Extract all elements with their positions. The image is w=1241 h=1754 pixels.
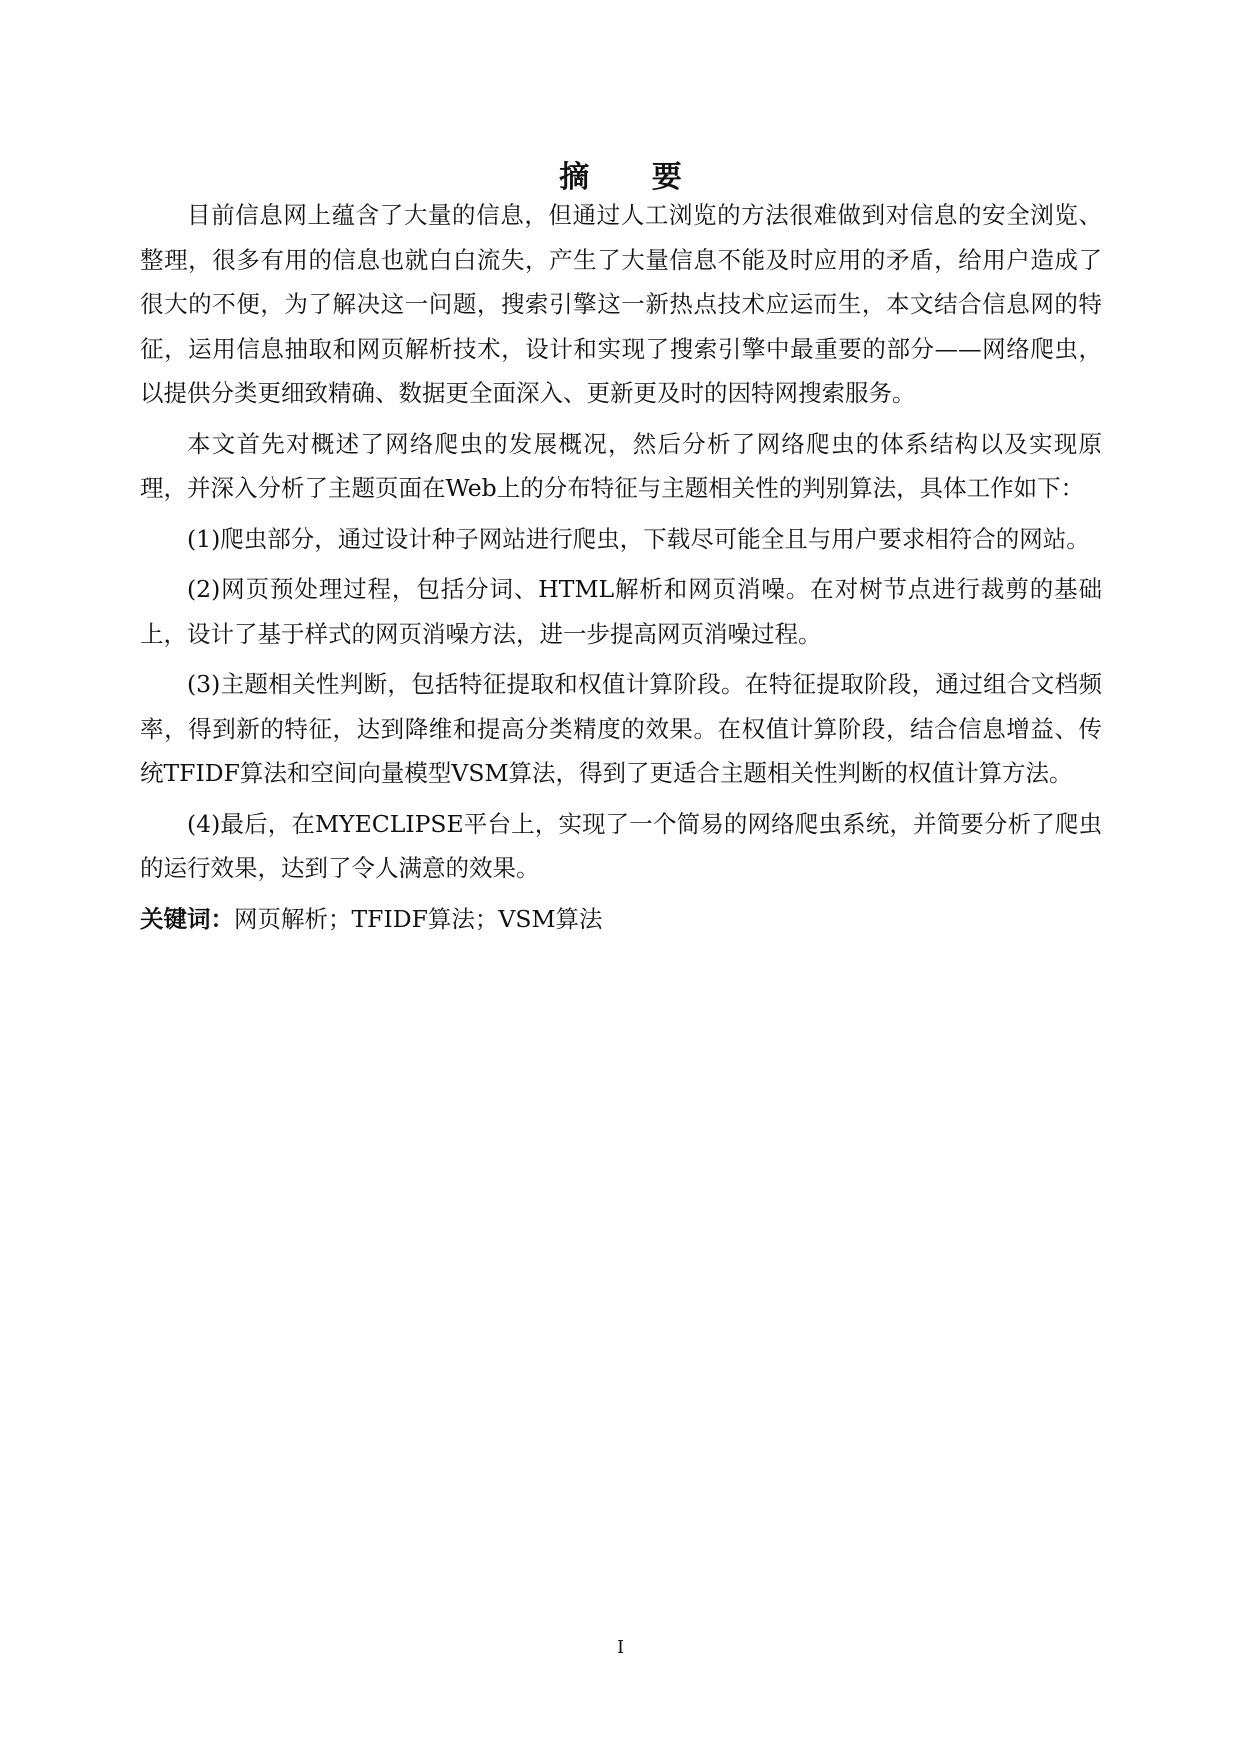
abstract-paragraph-2: 本文首先对概述了网络爬虫的发展概况，然后分析了网络爬虫的体系结构以及实现原理，并深入分析了主题页面在Web上的分布特征与主题相关性的判别算法，具体工作如下： [140,429,1102,502]
page-number: I [616,1637,625,1658]
keywords-label: 关键词 [140,904,211,933]
work-item-3: (3)主题相关性判断，包括特征提取和权值计算阶段。在特征提取阶段，通过组合文档频率，得到新的特征，达到降维和提高分类精度的效果。在权值计算阶段，结合信息增益、传统TFIDF算法和空间向量模型VSM算法，得到了更适合主题相关性判断的权值计算方法。 [140,670,1102,787]
page-title: 摘 要 [559,160,708,195]
work-item-1: (1)爬虫部分，通过设计种子网站进行爬虫，下载尽可能全且与用户要求相符合的网站。 [187,524,1090,553]
keywords-line [140,897,1102,942]
keywords-separator: ： [210,904,234,933]
work-item-4: (4)最后，在MYECLIPSE平台上，实现了一个简易的网络爬虫系统，并简要分析了爬虫的运行效果，达到了令人满意的效果。 [140,809,1102,882]
work-item-2: (2)网页预处理过程，包括分词、HTML解析和网页消噪。在对树节点进行裁剪的基础上，设计了基于样式的网页消噪方法，进一步提高网页消噪过程。 [140,575,1102,648]
abstract-body [140,193,1102,947]
keywords-text: 网页解析；TFIDF算法；VSM算法 [234,904,603,933]
abstract-paragraph-1: 目前信息网上蕴含了大量的信息，但通过人工浏览的方法很难做到对信息的安全浏览、整理，很多有用的信息也就白白流失，产生了大量信息不能及时应用的矛盾，给用户造成了很大的不便，为了解决这一问题，搜索引擎这一新热点技术应运而生，本文结合信息网的特征，运用信息抽取和网页解析技术，设计和实现了搜索引擎中最重要的部分——网络爬虫，以提供分类更细致精确、数据更全面深入、更新更及时的因特网搜索服务。 [140,201,1102,407]
